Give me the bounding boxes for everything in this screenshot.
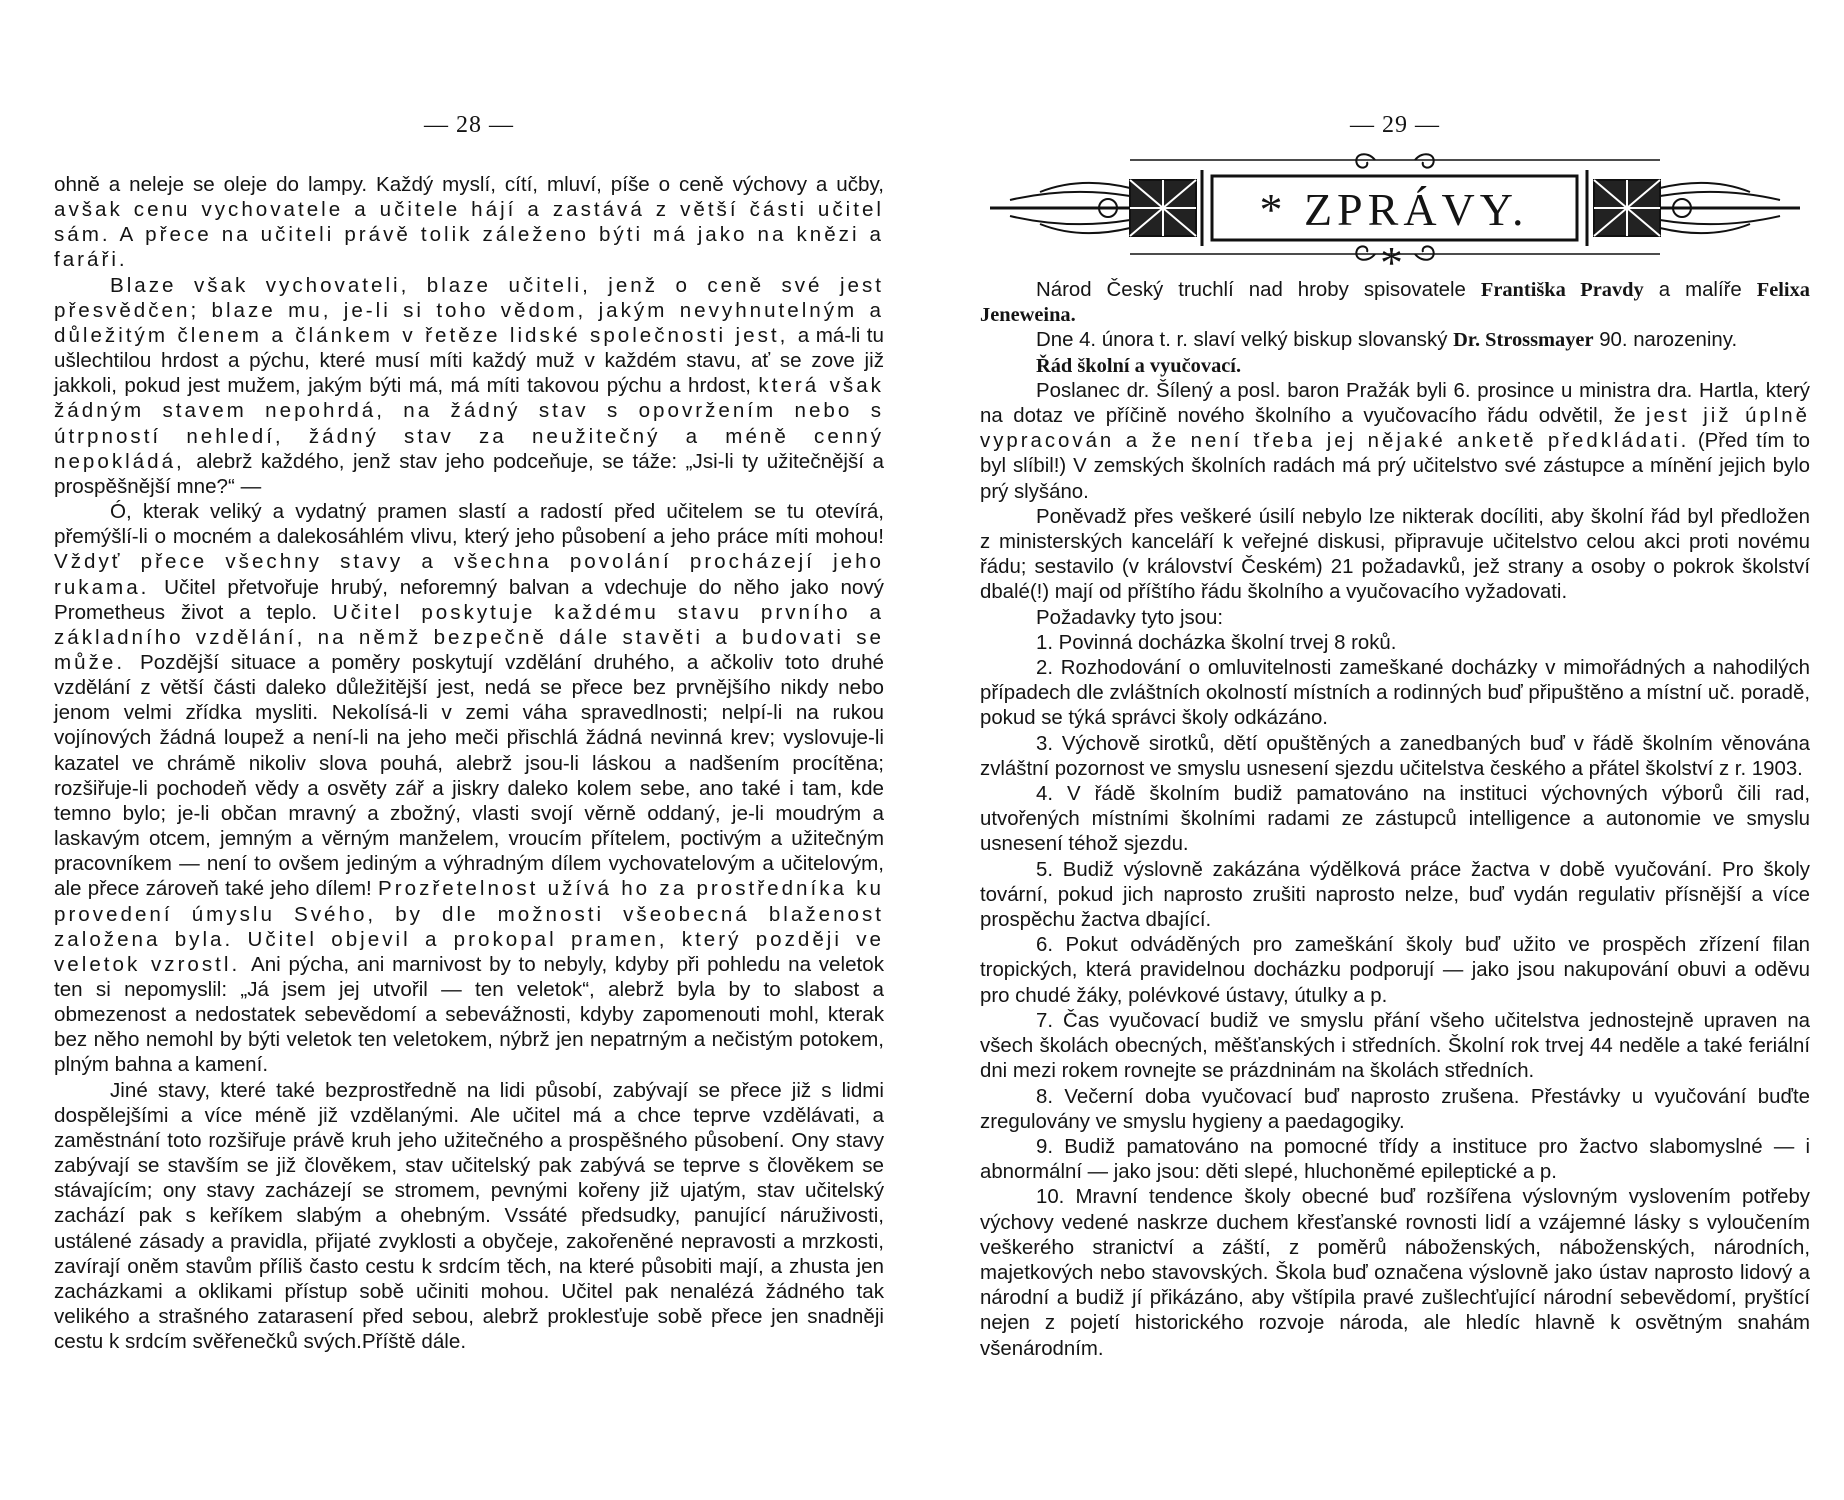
article-continuation	[54, 172, 884, 1354]
text-run: 6. Pokut odváděných pro zameškání školy buď užito ve prospěch zřízení filan tropických, která pravidelnou docházku podporují — jako jsou nakupování obuvi a oděvu pro chudé žáky, polévkové ústavy, útulky a p.	[980, 934, 1810, 1007]
continued-note: Příště dále.	[361, 1330, 467, 1354]
paragraph	[54, 172, 884, 273]
text-run: a má-li tu ušlechtilou hrdost a pýchu, které musí míti každý muž v každém stavu, ať se zove již jakkoli, pokud jest mužem, jakým býti má, má míti takovou pýchu a hrdost,	[54, 323, 884, 398]
spaced-text: Blaze však vychovateli, blaze učiteli, jenž o ceně své jest přesvědčen; blaze mu, je-li si toho vědom, jakým nevyhnutelným a důležitým členem a článkem v řetěze lidské společnosti jest,	[54, 273, 884, 347]
spaced-text: jest již úplně vypracován a že není třeba jej nějaké anketě předkládati.	[980, 405, 1810, 453]
text-run: alebrž každého, jenž stav jeho podceňuje, se táže: „Jsi-li ty užitečnější a prospěšnější mne?“ —	[54, 449, 884, 498]
text-run: Národ Český truchlí nad hroby spisovatele	[1036, 279, 1481, 301]
text-run: Jiné stavy, které také bezprostředně na lidi působí, zabývají se přece již s lidmi dospělejšími a více méně již vzdělanými. Ale učitel má a chce teprve vzdělávati, a zaměstnání toto rozšiřuje právě kruh jeho užitečného a prospěšného působení. Ony stavy zabývají se stavším se již člověkem, stav učitelský pak zabývá se teprve s člověkem se stávajícím; ony stavy zacházejí se stromem, pevnými kořeny již ujatým, stav učitelský zachází pak s keříkem slabým a ohebným. Vssáté předsudky, panující náruživosti, ustálené zásady a pravidla, přijaté zvyklosti a obyčeje, zakořeněné nepravosti a mrzkosti, zavírají oněm stavům příliš často cestu k srdcím těch, na které působiti mají, a zhusta jen zacházkami a oklikami přístup sobě učiniti mohou. Učitel pak nenalézá žádného tak velikého a strašného zatarasení před sebou, alebrž proklesťuje sobě přece jen snadněji cestu k srdcím svěřenečků svých.	[54, 1078, 884, 1354]
news-item	[980, 1009, 1810, 1085]
news-item	[980, 1185, 1810, 1361]
news-item	[980, 1085, 1810, 1135]
news-item	[980, 278, 1810, 328]
news-column	[980, 278, 1810, 1362]
news-item	[980, 1135, 1810, 1185]
text-run: a malíře	[1643, 279, 1757, 301]
text-run: 8. Večerní doba vyučovací buď naprosto zrušena. Přestávky u vyučování buďte zregulovány ve smyslu hygieny a paedagogiky.	[980, 1085, 1810, 1133]
right-page	[980, 0, 1810, 1500]
text-run: ohně a neleje se oleje do lampy. Každý myslí, cítí, mluví, píše o ceně výchovy a učby,	[54, 173, 884, 196]
text-run: Dne 4. února t. r. slaví velký biskup slovanský	[1036, 329, 1454, 352]
news-item	[980, 631, 1810, 656]
text-run: 9. Budiž pamatováno na pomocné třídy a instituce pro žactvo slabomyslné — i abnormální — jako jsou: děti slepé, hluchoněmé epileptické a p.	[980, 1135, 1810, 1184]
text-run: 10. Mravní tendence školy obecné buď rozšířena výslovným vyslovením potřeby výchovy vedené naskrze duchem křesťanské rovnosti lidí a vzájemné lásky s vyloučením veškerého stranictví a záští, z poměrů náboženských, náboženských, národních, majetkových nebo stavovských. Škola buď označena výslovně jako ústav naprosto lidový a národní a budiž jí přikázáno, aby vštípila pravé zušlechťující národní sebevědomí, pryštící nejen z pojetí historického rozvoje národa, ale hledíc hlavně k osvětným snahám všenárodním.	[980, 1186, 1810, 1360]
paragraph	[54, 499, 884, 1078]
text-run: 90. narozeniny.	[1593, 329, 1738, 352]
text-run: 4. V řádě školním budiž pamatováno na instituci výchovných výborů čili rad, utvořených místními školními radami ze zástupců intelligence a autonomie ve smyslu usnesení téhož sjezdu.	[980, 783, 1810, 856]
text-run: Poněvadž přes veškeré úsilí nebylo lze nikterak docíliti, aby školní řád byl předložen z ministerských kanceláří k veřejné diskusi, připravuje učitelstvo celou akci proti novému řádu; sestavilo (v království Českém) 21 požadavků, jež strany a osoby o pokrok školství dbalé(!) mají od příštího řádu školního a vyučovacího vyžadovati.	[980, 505, 1810, 604]
left-page	[54, 0, 884, 1500]
spaced-text: Vždyť přece všechny stavy a všechna povolání procházejí jeho rukama.	[54, 550, 884, 599]
section-heading: * ZPRÁVY. *	[1259, 184, 1529, 288]
text-run: 1. Povinná docházka školní trvej 8 roků.	[1036, 631, 1397, 654]
text-run: 7. Čas vyučovací budiž ve smyslu přání všeho učitelstva jednostejně upraven na všech školách obecných, měšťanských i středních. Školní rok trvej 44 neděle a také feriální dni mezi rokem rovnejte se prázdninám na školách středních.	[980, 1009, 1810, 1083]
bold-name: Felixa Jeneweina.	[980, 279, 1810, 327]
news-item	[980, 606, 1810, 631]
news-item	[980, 656, 1810, 732]
news-item	[980, 328, 1810, 353]
page-number: — 29 —	[1350, 112, 1440, 138]
subheading	[980, 354, 1810, 379]
page-number: — 28 —	[424, 112, 514, 138]
text-run: Pozdější situace a poměry poskytují vzdělání druhého, a ačkoliv toto druhé vzdělání z větší části daleko důležitější jest, nedá se přece bez prvnějšího nikdy nebo jenom velmi zřídka mysliti. Nekolísá-li v zemi váha spravedlnosti; nelpí-li na rukou vojínových žádná loupež a není-li na jeho meči přischlá žádná nevinná krev; vyslovuje-li kazatel ve chrámě nikoliv slova pouhá, alebrž jsou-li láskou a nadšením procítěna; rozšiřuje-li pochodeň vědy a osvěty zář a jiskry daleko kolem sebe, ano také i tam, kde temno bylo; je-li občan mravný a zbožný, vlasti svojí věrně oddaný, je-li moudrým a laskavým otcem, jemným a věrným manželem, vroucím přítelem, poctivým a užitečným pracovníkem — není to ovšem jediným a výhradným dílem vychovatelovým a učitelovým, ale přece zároveň také jeho dílem!	[54, 650, 884, 901]
spaced-text: Učitel poskytuje každému stavu prvního a základního vzdělání, na němž bezpečně dále stavěti a budovati se může.	[54, 600, 884, 674]
news-item	[980, 732, 1810, 782]
news-item	[980, 505, 1810, 606]
text-run: Ó, kterak veliký a vydatný pramen slastí a radostí před učitelem se tu otevírá, přemýšlí-li o mocném a dalekosáhlém vlivu, který jeho působení a jeho práce míti mohou!	[54, 500, 884, 549]
text-run: Učitel přetvořuje hrubý, neforemný balvan a vdechuje do něho jako nový Prometheus život a teplo.	[54, 575, 884, 624]
text-run: Poslanec dr. Šílený a posl. baron Pražák byli 6. prosince u ministra dra. Hartla, který na dotaz ve příčině nového školního a vyučovacího řádu odvětil, že	[980, 379, 1810, 428]
paragraph	[54, 1078, 884, 1355]
bold-name: Františka Pravdy	[1480, 279, 1644, 301]
text-run: 5. Budiž výslovně zakázána výdělková práce žactva v době vyučování. Pro školy tovární, pokud jich naprosto zrušiti naprosto nelze, buď vydán regulativ přísnější a více prospěchu žactva dbající.	[980, 858, 1810, 932]
text-run: 2. Rozhodování o omluvitelnosti zameškané docházky v mimořádných a nahodilých případech dle zvláštních okolností místních a rodinných buď připuštěno a místní uč. poradě, pokud se týká správci školy odkázáno.	[980, 657, 1810, 730]
news-item	[980, 933, 1810, 1009]
text-run: Řád školní a vyučovací.	[1036, 354, 1242, 377]
news-item	[980, 782, 1810, 858]
spaced-text: avšak cenu vychovatele a učitele hájí a zastává z větší části učitel sám. A přece na učiteli právě tolik záleženo býti má jako na knězi a faráři.	[54, 198, 884, 272]
text-run: Požadavky tyto jsou:	[1036, 606, 1224, 629]
text-run: Ani pýcha, ani marnivost by to nebyly, kdyby při pohledu na veletok ten si nepomyslil: „Já jsem jej utvořil — ten veletok“, alebrž byla by to slabost a obmezenost a nedostatek sebevědomí a sebevážnosti, kdyby zapomenouti mohl, kterak bez něho nemohl by býti veletok ten veletokem, nýbrž jen nepatrným a nečistým potokem, plným bahna a kamení.	[54, 952, 885, 1077]
news-item	[980, 858, 1810, 934]
text-run: (Před tím to byl slíbil!) V zemských školních radách má prý učitelstvo své zástupce a mínění jejich bylo prý slyšáno.	[980, 430, 1810, 503]
spaced-text: která však žádným stavem nepohrdá, na žádný stav s opovržením nebo s útrpností nehledí, žádný stav za neužitečný a méně cenný nepokládá,	[54, 374, 884, 473]
paragraph	[54, 273, 884, 499]
spaced-text: Prozřetelnost užívá ho za prostředníka ku provedení úmyslu Svého, by dle možnosti všeobecná blaženost založena byla. Učitel objevil a prokopal pramen, který později ve veletok vzrostl.	[54, 877, 885, 976]
news-item	[980, 379, 1810, 505]
bold-name: Dr. Strossmayer	[1453, 329, 1594, 352]
text-run: 3. Výchově sirotků, dětí opuštěných a zanedbaných buď v řádě školním věnována zvláštní pozornost ve smyslu usnesení sjezdu učitelstva českého a přátel školství z r. 1903.	[980, 732, 1810, 780]
